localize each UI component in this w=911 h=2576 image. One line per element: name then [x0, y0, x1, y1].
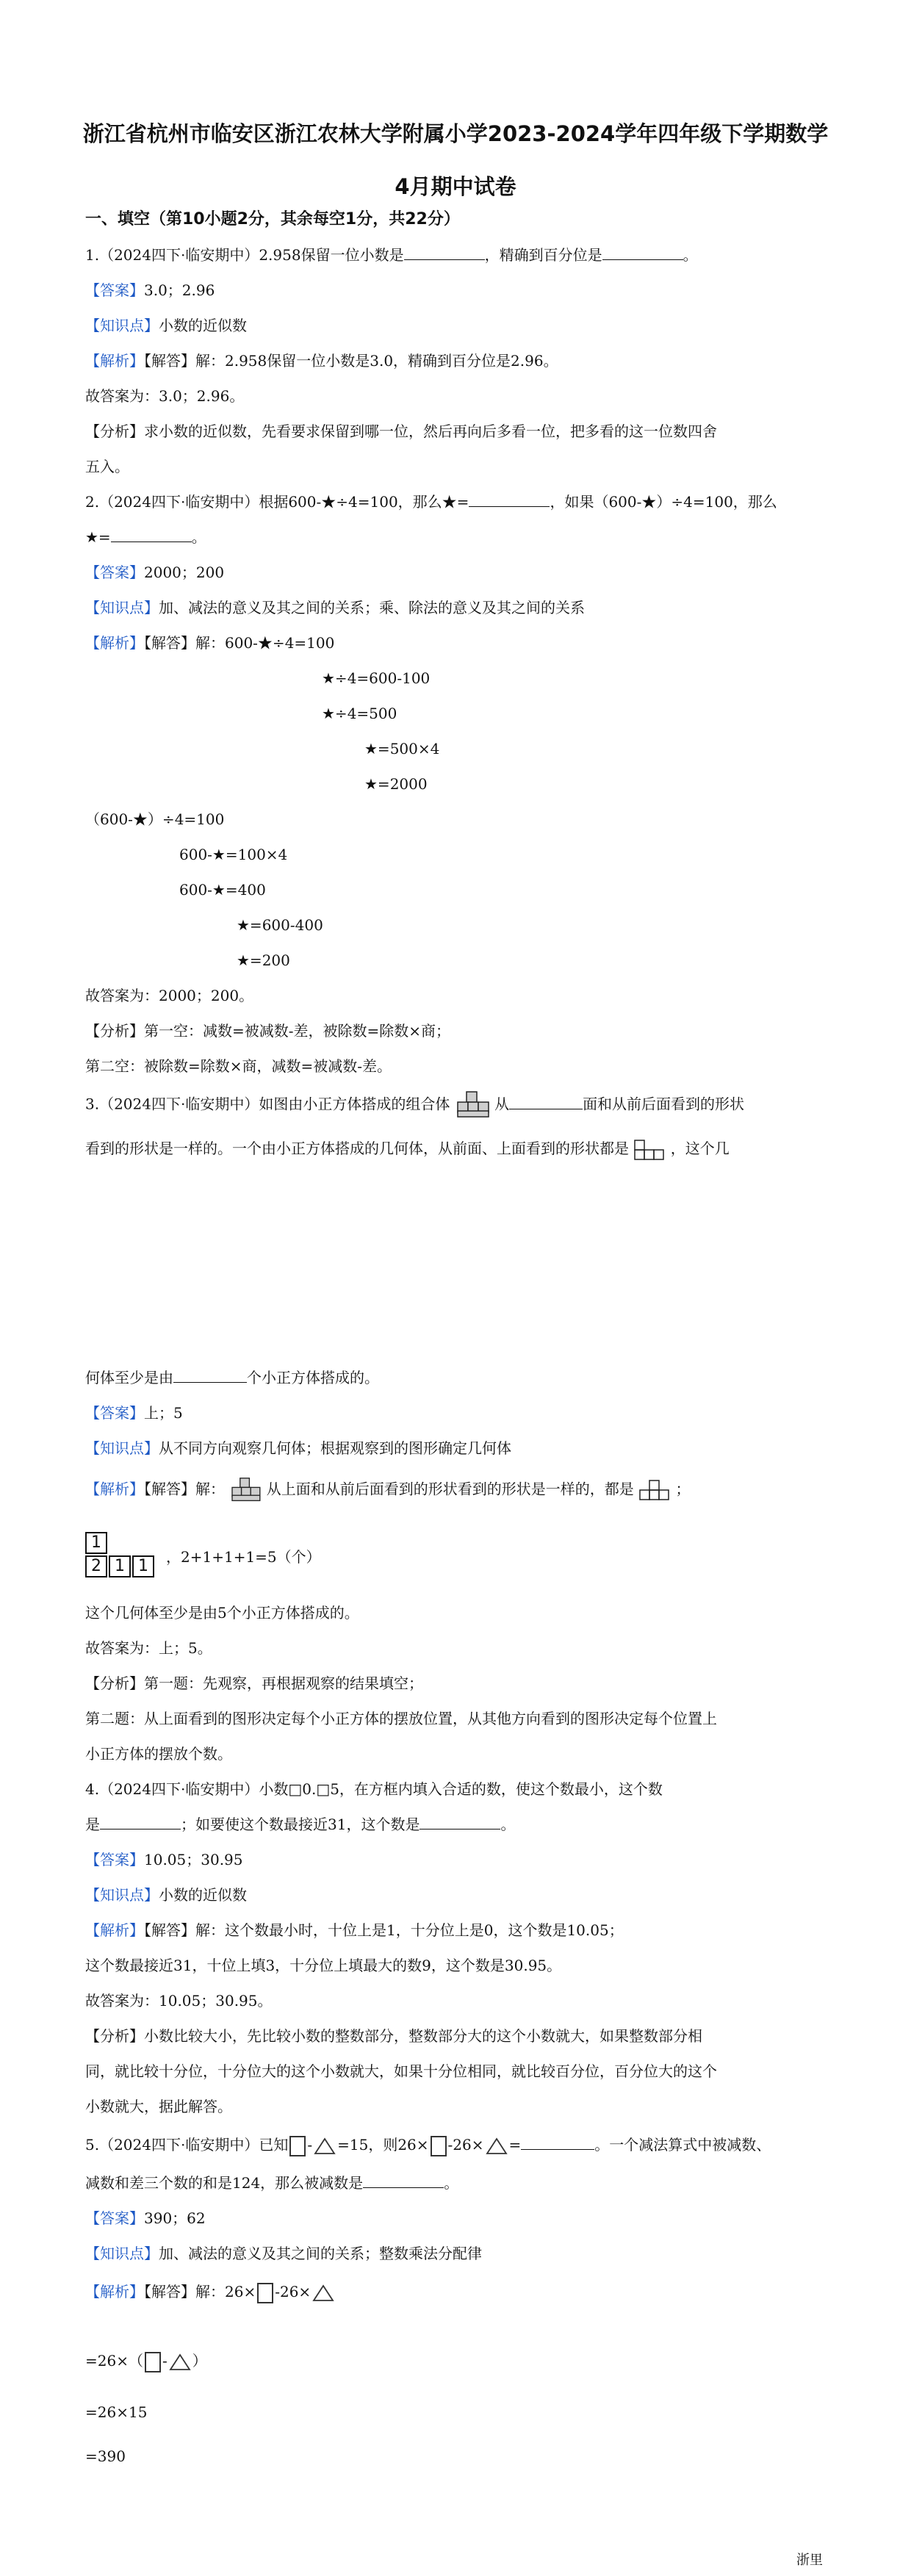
grid-cell: 1	[132, 1555, 154, 1577]
q3-conclusion: 故答案为：上；5。	[85, 1639, 212, 1657]
q2-stem: 2.（2024四下·临安期中）根据600-★÷4=100，那么★= ，如果（600-★）÷4=100，那么	[85, 493, 777, 511]
q3-analysis: 【分析】第一题：先观察，再根据观察的结果填空；	[85, 1674, 423, 1692]
q5-step-2: =26×15	[85, 2403, 148, 2421]
grid-cell: 1	[85, 1532, 107, 1554]
square-symbol	[431, 2136, 447, 2156]
q3-blank-2[interactable]	[173, 1367, 247, 1383]
square-symbol	[289, 2136, 306, 2156]
q4-knowledge-point: 【知识点】小数的近似数	[85, 1886, 247, 1904]
q4-analysis-cont: 同，就比较十分位，十分位大的这个小数就大，如果十分位相同，就比较百分位，百分位大的这个	[85, 2062, 717, 2080]
q2-step-6: 600-★=100×4	[179, 846, 288, 863]
q2-answer: 【答案】2000；200	[85, 564, 225, 581]
q5-stem-cont: 减数和差三个数的和是124，那么被减数是 。	[85, 2174, 459, 2192]
q4-stem-cont: 是 ；如要使这个数最接近31，这个数是 。	[85, 1816, 516, 1833]
q2-step-4: ★=2000	[364, 775, 428, 793]
q5-step-3: =390	[85, 2447, 126, 2465]
q2-knowledge-point: 【知识点】加、减法的意义及其之间的关系；乘、除法的意义及其之间的关系	[85, 599, 585, 616]
q5-blank-1[interactable]	[521, 2134, 594, 2150]
q4-explanation: 【解析】【解答】解：这个数最小时，十位上是1，十分位上是0，这个数是10.05；	[85, 1921, 624, 1939]
cube-stack-icon	[455, 1090, 490, 1120]
q3-analysis-end: 小正方体的摆放个数。	[85, 1745, 232, 1763]
q2-analysis-cont: 第二空：被除数=除数×商，减数=被减数-差。	[85, 1057, 392, 1075]
q1-blank-1[interactable]	[404, 245, 485, 260]
q2-step-2: ★÷4=500	[322, 705, 397, 722]
page-subtitle: 4月期中试卷	[395, 174, 516, 199]
q1-explanation: 【解析】【解答】解：2.958保留一位小数是3.0，精确到百分位是2.96。	[85, 352, 558, 370]
q3-result: 这个几何体至少是由5个小正方体搭成的。	[85, 1604, 359, 1622]
section-heading: 一、填空（第10小题2分，其余每空1分，共22分）	[85, 210, 460, 229]
q2-step-8: ★=600-400	[237, 916, 323, 934]
triangle-symbol	[486, 2137, 508, 2155]
grid-cell: 2	[85, 1555, 107, 1577]
q5-answer: 【答案】390；62	[85, 2209, 206, 2227]
q4-blank-1[interactable]	[100, 1814, 181, 1830]
q1-answer: 【答案】3.0；2.96	[85, 281, 215, 299]
q4-analysis: 【分析】小数比较大小，先比较小数的整数部分，整数部分大的这个小数就大，如果整数部分相	[85, 2027, 702, 2045]
q3-blank-1[interactable]	[509, 1094, 583, 1109]
triangle-symbol	[314, 2137, 336, 2155]
q2-step-5: （600-★）÷4=100	[85, 810, 225, 828]
q3-stem-cont: 看到的形状是一样的。一个由小正方体搭成的几何体，从前面、上面看到的形状都是 ，这个几	[85, 1137, 730, 1161]
q2-stem-cont: ★= 。	[85, 528, 206, 546]
q4-answer: 【答案】10.05；30.95	[85, 1851, 243, 1868]
q2-step-1: ★÷4=600-100	[322, 669, 431, 687]
q3-analysis-cont: 第二题：从上面看到的图形决定每个小正方体的摆放位置，从其他方向看到的图形决定每个位置上	[85, 1710, 717, 1727]
cube-stack-icon	[229, 1477, 262, 1503]
q2-step-3: ★=500×4	[364, 740, 440, 758]
q4-analysis-end: 小数就大，据此解答。	[85, 2098, 232, 2115]
q2-step-7: 600-★=400	[179, 881, 266, 899]
q3-sum: ，2+1+1+1=5（个）	[166, 1548, 321, 1566]
triangle-symbol	[312, 2284, 334, 2302]
q2-explanation: 【解析】【解答】解：600-★÷4=100	[85, 634, 335, 652]
q5-explanation: 【解析】【解答】解：26× -26×	[85, 2281, 336, 2303]
q1-conclusion: 故答案为：3.0；2.96。	[85, 387, 245, 405]
q4-stem: 4.（2024四下·临安期中）小数□0.□5，在方框内填入合适的数，使这个数最小，这个数	[85, 1780, 663, 1798]
triangle-symbol	[169, 2353, 191, 2371]
q3-explanation: 【解析】【解答】解： 从上面和从前后面看到的形状看到的形状是一样的，都是 ；	[85, 1477, 690, 1503]
q1-analysis: 【分析】求小数的近似数，先看要求保留到哪一位，然后再向后多看一位，把多看的这一位数四舍	[85, 422, 717, 440]
view-shape-icon	[633, 1139, 666, 1161]
q5-stem: 5.（2024四下·临安期中）已知 - =15，则26× -26× = 。一个减法算式中被减数、	[85, 2134, 771, 2156]
grid-cell: 1	[109, 1555, 131, 1577]
q3-answer: 【答案】上；5	[85, 1404, 183, 1422]
square-symbol	[145, 2352, 161, 2372]
q5-step-1: =26×（ - ）	[85, 2350, 207, 2372]
q4-conclusion: 故答案为：10.05；30.95。	[85, 1992, 273, 2010]
q3-stem-end: 何体至少是由 个小正方体搭成的。	[85, 1369, 379, 1386]
q2-conclusion: 故答案为：2000；200。	[85, 987, 254, 1004]
q2-analysis: 【分析】第一空：减数=被减数-差，被除数=除数×商；	[85, 1022, 451, 1040]
square-symbol	[257, 2283, 273, 2303]
q2-blank-1[interactable]	[469, 492, 550, 507]
q1-analysis-cont: 五入。	[85, 458, 129, 475]
q3-stem: 3.（2024四下·临安期中）如图由小正方体搭成的组合体 从 面和从前后面看到的形状	[85, 1090, 744, 1120]
q5-knowledge-point: 【知识点】加、减法的意义及其之间的关系；整数乘法分配律	[85, 2245, 482, 2262]
q1-blank-2[interactable]	[602, 245, 683, 260]
q5-blank-2[interactable]	[363, 2173, 444, 2188]
page-title: 浙江省杭州市临安区浙江农林大学附属小学2023-2024学年四年级下学期数学	[82, 121, 829, 146]
q4-blank-2[interactable]	[420, 1814, 500, 1830]
q1-knowledge-point: 【知识点】小数的近似数	[85, 317, 247, 334]
q2-step-9: ★=200	[237, 951, 290, 969]
q1-stem: 1.（2024四下·临安期中）2.958保留一位小数是 ，精确到百分位是 。	[85, 246, 698, 264]
q3-knowledge-point: 【知识点】从不同方向观察几何体；根据观察到的图形确定几何体	[85, 1439, 511, 1457]
q2-blank-2[interactable]	[111, 527, 192, 542]
view-shape-icon	[638, 1479, 671, 1501]
q4-explanation-cont: 这个数最接近31，十位上填3，十分位上填最大的数9，这个数是30.95。	[85, 1957, 562, 1974]
footer-watermark: 浙里	[796, 2552, 823, 2568]
